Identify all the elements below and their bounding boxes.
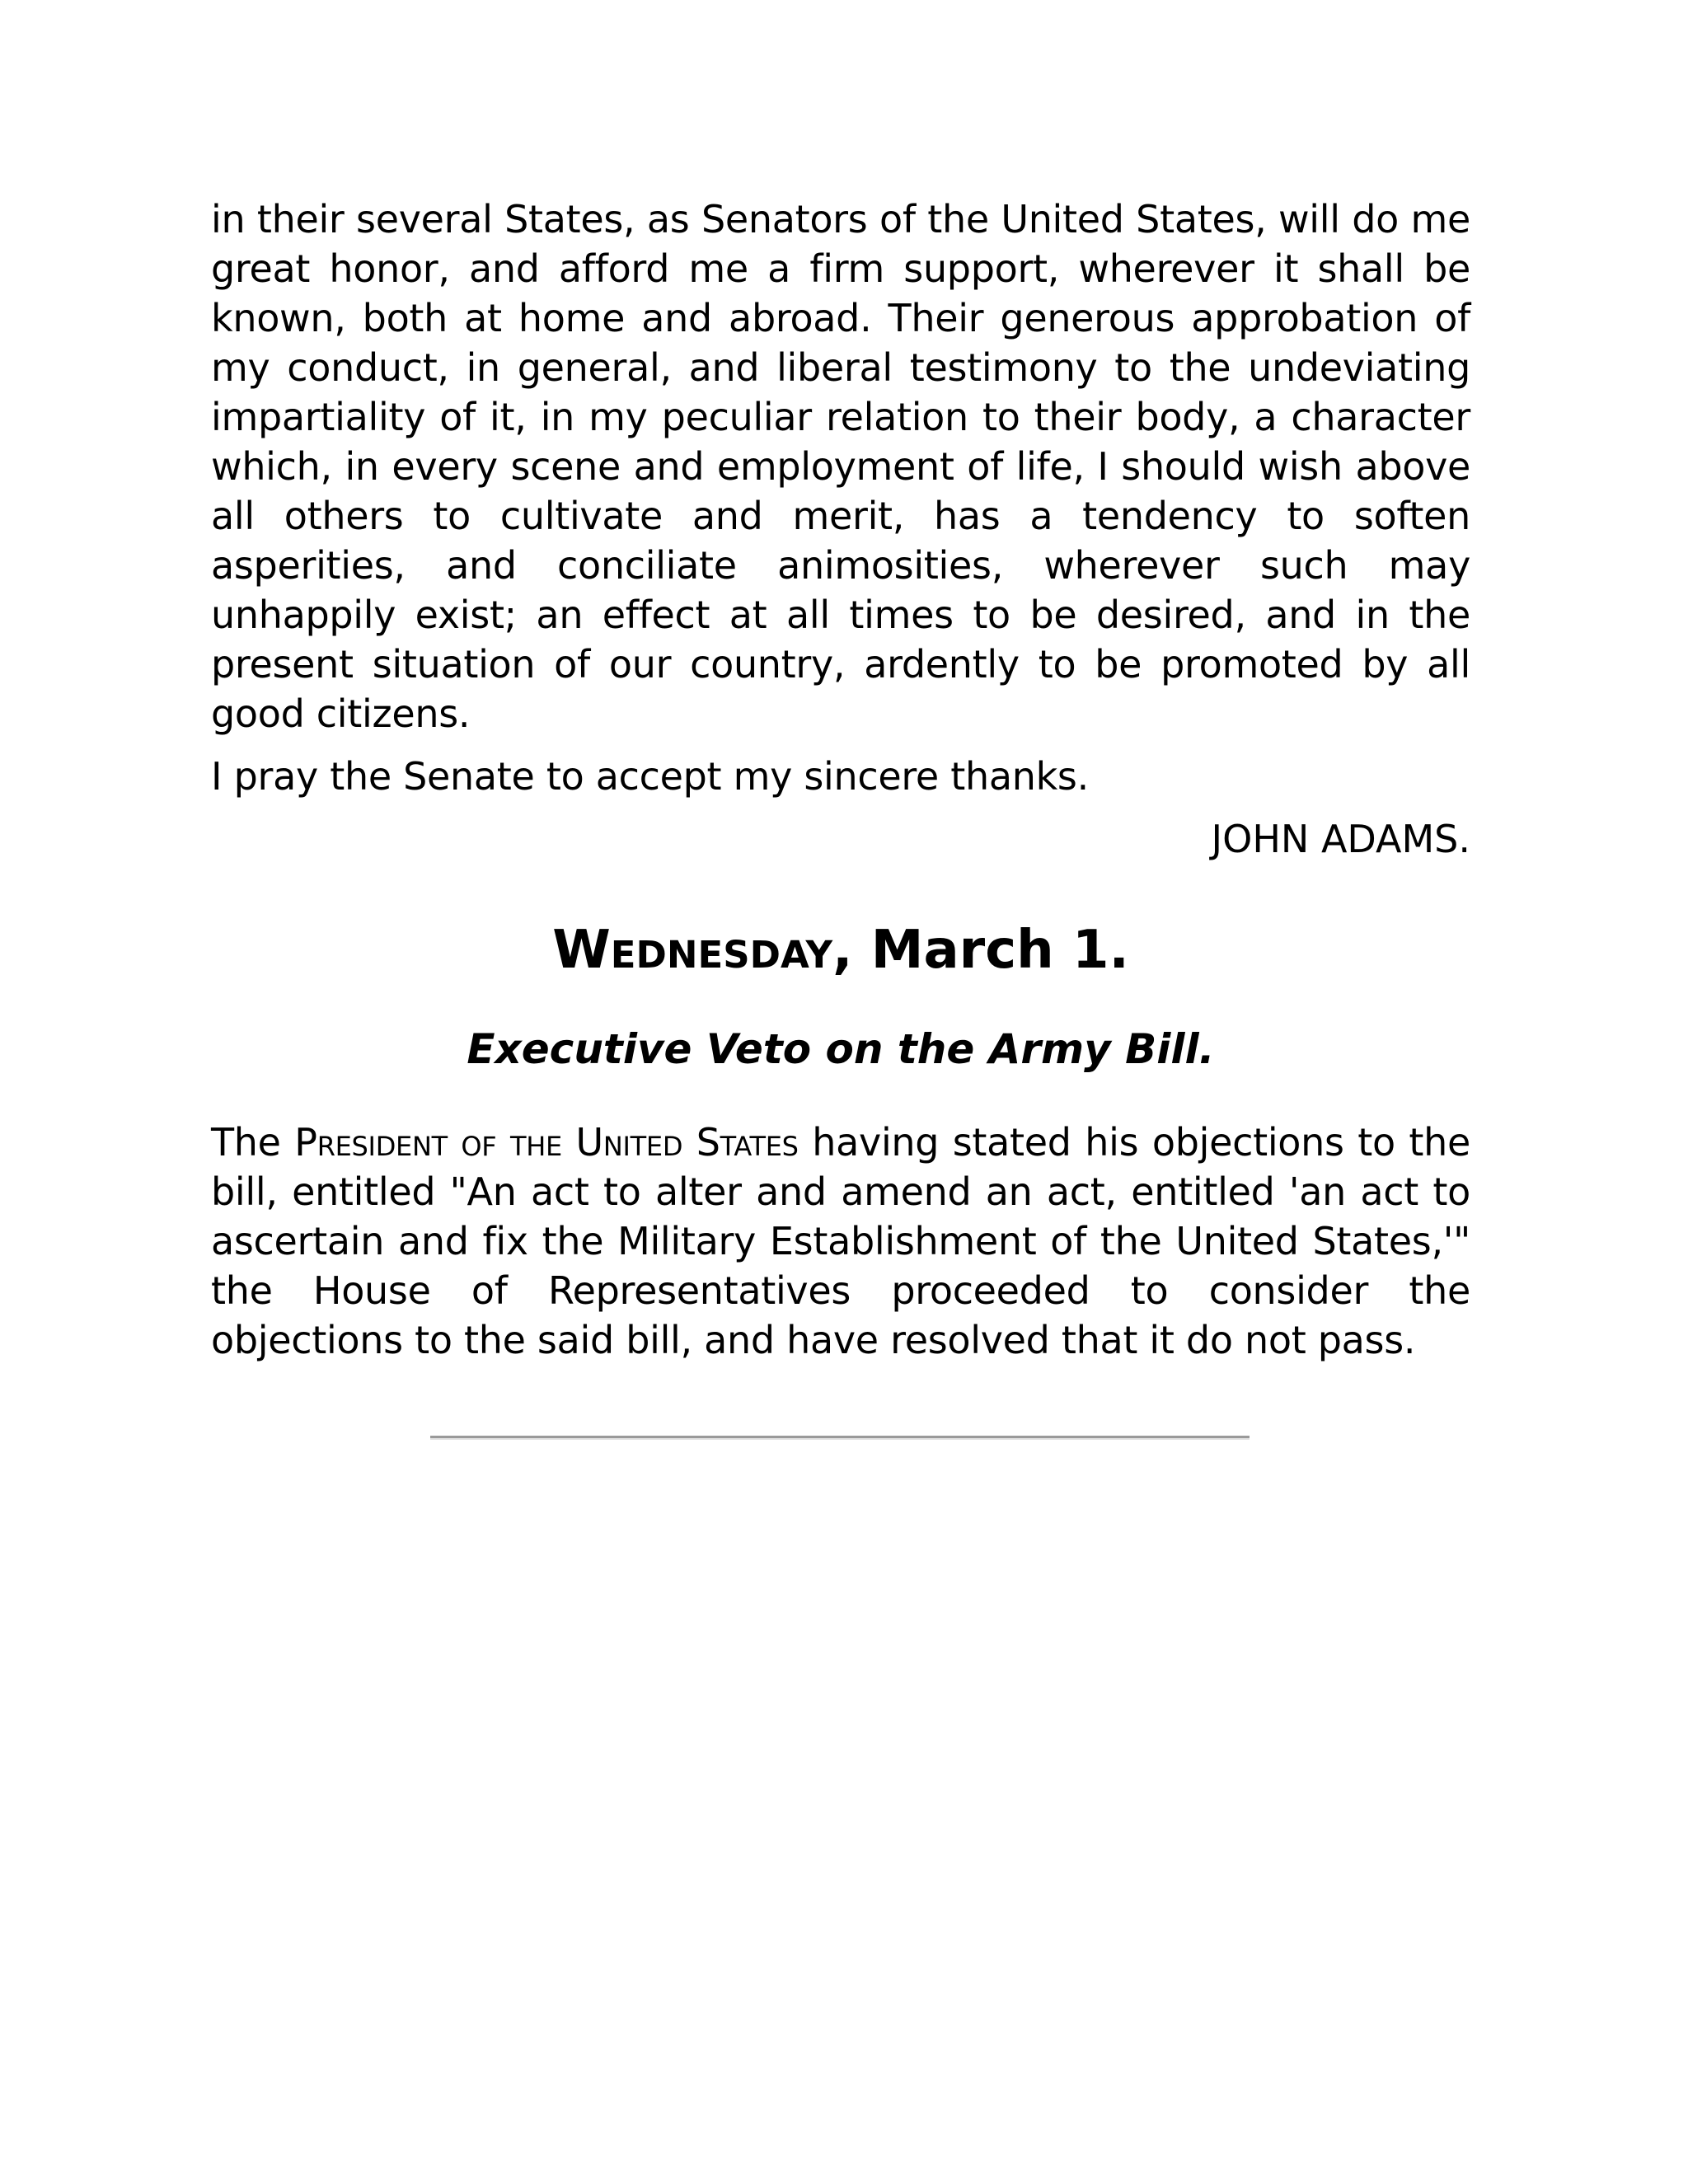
date-heading (211, 913, 1470, 987)
document-page (211, 194, 1470, 1365)
signature: JOHN ADAMS. (1211, 817, 1470, 861)
veto-paragraph-text: having stated his objections to the bill, entitled "An act to alter and amend an act, entitled 'an act to ascertain and fix the Military Establishment of the United States,'" the House of Representatives proceeded to consider the objections to the said bill, and have resolved that it do not pass. (211, 1120, 1470, 1362)
date-heading-weekday: Wednesday (552, 920, 833, 981)
section-title: Executive Veto on the Army Bill. (467, 1025, 1215, 1073)
horizontal-rule (430, 1436, 1250, 1440)
veto-paragraph-lead: The (211, 1120, 295, 1165)
veto-paragraph-subject: President of the United States (294, 1120, 799, 1165)
date-heading-date: , March 1. (832, 920, 1129, 981)
thanks-paragraph: I pray the Senate to accept my sincere thanks. (211, 754, 1089, 799)
veto-paragraph (211, 1118, 1470, 1365)
continued-paragraph: in their several States, as Senators of the United States, will do me great honor, and afford me a firm support, wherever it shall be known, both at home and abroad. Their generous approbation of my conduct, in general, and liberal testimony to the undeviating impartiality of it, in my peculiar relation to their body, a character which, in every scene and employment of life, I should wish above all others to cultivate and merit, has a tendency to soften asperities, and conciliate animosities, wherever such may unhappily exist; an effect at all times to be desired, and in the present situation of our country, ardently to be promoted by all good citizens. (211, 197, 1470, 736)
